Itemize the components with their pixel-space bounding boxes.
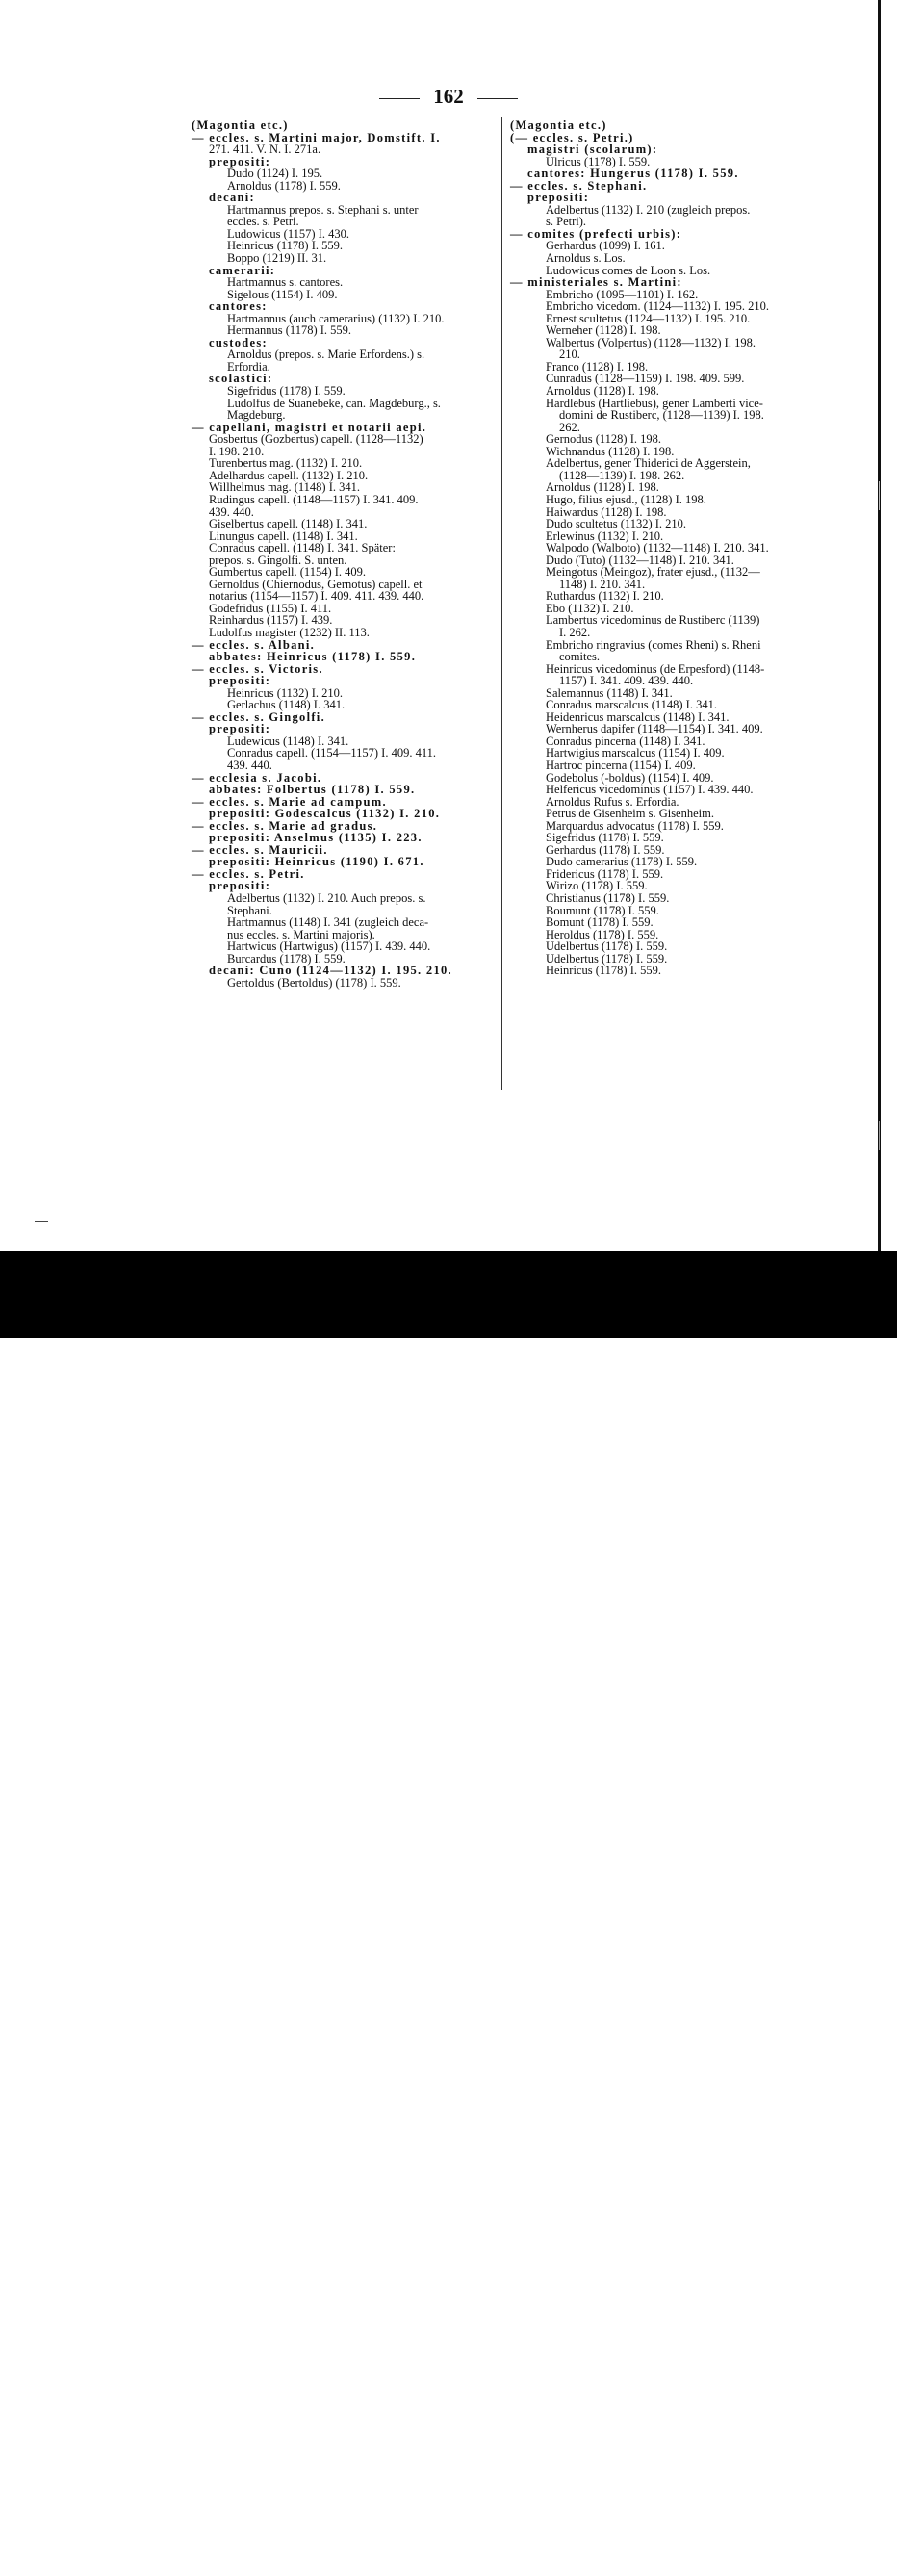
watermark-bar — [0, 1251, 897, 2576]
index-entry-line: Arnoldus Rufus s. Erfordia. — [546, 794, 679, 809]
index-entry-line: domini de Rustiberc, (1128—1139) I. 198. — [559, 408, 764, 423]
index-entry-line: Conradus capell. (1154—1157) I. 409. 411. — [227, 746, 436, 760]
alamy-logo: alamy — [33, 2512, 206, 2574]
index-entry-line: Adelbertus, gener Thiderici de Aggerstein, — [546, 456, 751, 471]
index-entry-line: abbates: Folbertus (1178) I. 559. — [209, 783, 416, 797]
index-entry-line: — eccles. s. Martini major, Domstift. I. — [192, 130, 441, 144]
index-entry-line: Hartmannus (1148) I. 341 (zugleich deca- — [227, 915, 429, 930]
index-entry-line: Salemannus (1148) I. 341. — [546, 685, 673, 700]
index-entry-line: Marquardus advocatus (1178) I. 559. — [546, 818, 724, 833]
index-entry-line: Bomunt (1178) I. 559. — [546, 915, 654, 930]
index-entry-line: Walpodo (Walboto) (1132—1148) I. 210. 341. — [546, 541, 769, 555]
index-entry-line: prepositi: — [527, 191, 590, 205]
index-entry-line: Ludolfus de Suanebeke, can. Magdeburg., s. — [227, 396, 441, 410]
index-entry-line: Sigelous (1154) I. 409. — [227, 287, 338, 301]
header-rule-left — [379, 98, 420, 99]
index-entry-line: Ruthardus (1132) I. 210. — [546, 589, 664, 604]
index-entry-line: — comites (prefecti urbis): — [510, 226, 682, 241]
index-entry-line: Godefridus (1155) I. 411. — [209, 601, 332, 615]
index-entry-line: abbates: Heinricus (1178) I. 559. — [209, 650, 417, 664]
index-entry-line: Embricho ringravius (comes Rheni) s. Rheni — [546, 637, 761, 652]
index-entry-line: Ludolfus magister (1232) II. 113. — [209, 625, 370, 639]
index-entry-line: Turenbertus mag. (1132) I. 210. — [209, 456, 363, 471]
index-entry-line: Cunradus (1128—1159) I. 198. 409. 599. — [546, 372, 745, 386]
index-entry-line: Haiwardus (1128) I. 198. — [546, 504, 667, 519]
index-entry-line: — eccles. s. Gingolfi. — [192, 709, 326, 724]
index-entry-line: Hartmannus prepos. s. Stephani s. unter — [227, 202, 419, 217]
index-entry-line: — capellani, magistri et notarii aepi. — [192, 420, 427, 434]
index-entry-line: prepositi: — [209, 722, 271, 736]
index-entry-line: 1148) I. 210. 341. — [559, 577, 646, 591]
index-entry-line: Gerlachus (1148) I. 341. — [227, 698, 346, 712]
index-entry-line: Burcardus (1178) I. 559. — [227, 951, 346, 966]
index-entry-line: Dudo (1124) I. 195. — [227, 167, 323, 181]
index-entry-line: Hartroc pincerna (1154) I. 409. — [546, 758, 696, 772]
index-entry-line: Arnoldus (1128) I. 198. — [546, 480, 659, 495]
index-entry-line: — eccles. s. Victoris. — [192, 661, 323, 676]
index-entry-line: Meingotus (Meingoz), frater ejusd., (1132— — [546, 565, 760, 580]
index-entry-line: Heidenricus marscalcus (1148) I. 341. — [546, 709, 730, 724]
index-entry-line: Magdeburg. — [227, 408, 286, 423]
page-number-header — [0, 85, 897, 109]
index-entry-line: decani: — [209, 191, 255, 205]
index-entry-line: camerarii: — [209, 263, 276, 277]
index-entry-line: Adelbertus (1132) I. 210 (zugleich prepos. — [546, 202, 751, 217]
index-entry-line: prepositi: Anselmus (1135) I. 223. — [209, 831, 423, 845]
index-entry-line: nus eccles. s. Martini majoris). — [227, 927, 375, 941]
index-entry-line: Erlewinus (1132) I. 210. — [546, 528, 664, 543]
index-entry-line: Gosbertus (Gozbertus) capell. (1128—1132) — [209, 432, 423, 447]
index-entry-line: Walbertus (Volpertus) (1128—1132) I. 198. — [546, 335, 756, 349]
index-entry-line: 271. 411. V. N. I. 271a. — [209, 142, 321, 157]
index-entry-line: Heinricus (1178) I. 559. — [227, 239, 343, 253]
index-entry-line: Hartmannus s. cantores. — [227, 275, 344, 290]
index-entry-line: Wernherus dapifer (1148—1154) I. 341. 409. — [546, 722, 763, 736]
index-entry-line: notarius (1154—1157) I. 409. 411. 439. 440. — [209, 589, 424, 604]
index-entry-line: Ebo (1132) I. 210. — [546, 601, 634, 615]
index-entry-line: Wichnandus (1128) I. 198. — [546, 444, 675, 458]
index-entry-line: 262. — [559, 420, 580, 434]
index-entry-line: I. 198. 210. — [209, 444, 265, 458]
document-page — [0, 0, 897, 1251]
index-entry-line: s. Petri). — [546, 215, 587, 229]
index-entry-line: Godebolus (-boldus) (1154) I. 409. — [546, 770, 714, 785]
index-entry-line: Helfericus vicedominus (1157) I. 439. 440. — [546, 783, 754, 797]
index-entry-line: Heinricus (1132) I. 210. — [227, 685, 343, 700]
index-entry-line: cantores: Hungerus (1178) I. 559. — [527, 167, 739, 181]
index-entry-line: 439. 440. — [209, 504, 254, 519]
index-entry-line: Ludewicus (1148) I. 341. — [227, 734, 349, 748]
index-entry-line: Hardlebus (Hartliebus), gener Lamberti vice- — [546, 396, 763, 410]
index-entry-line: Linungus capell. (1148) I. 341. — [209, 528, 358, 543]
index-entry-line: Embricho vicedom. (1124—1132) I. 195. 210. — [546, 299, 770, 314]
index-entry-line: Conradus capell. (1148) I. 341. Später: — [209, 541, 396, 555]
index-entry-line: prepositi: Heinricus (1190) I. 671. — [209, 855, 424, 869]
index-entry-line: Gernodus (1128) I. 198. — [546, 432, 662, 447]
index-entry-line: Ludowicus comes de Loon s. Los. — [546, 263, 711, 277]
index-entry-line: Dudo scultetus (1132) I. 210. — [546, 517, 687, 531]
index-entry-line: Arnoldus (1178) I. 559. — [227, 178, 341, 193]
index-entry-line: Udelbertus (1178) I. 559. — [546, 951, 668, 966]
index-entry-line: 439. 440. — [227, 758, 272, 772]
index-entry-line: Sigefridus (1178) I. 559. — [546, 831, 664, 845]
index-entry-line: I. 262. — [559, 625, 591, 639]
index-entry-line: Gumbertus capell. (1154) I. 409. — [209, 565, 367, 580]
index-entry-line: Franco (1128) I. 198. — [546, 359, 649, 374]
index-entry-line: eccles. s. Petri. — [227, 215, 299, 229]
index-entry-line: Gerhardus (1099) I. 161. — [546, 239, 665, 253]
page-number: 162 — [433, 85, 464, 108]
index-entry-line: — eccles. s. Petri. — [192, 866, 305, 881]
index-entry-line: Stephani. — [227, 903, 272, 917]
index-entry-line: Hermannus (1178) I. 559. — [227, 323, 352, 338]
index-entry-line: (1128—1139) I. 198. 262. — [559, 468, 685, 482]
column-divider — [501, 117, 502, 1090]
index-entry-line: Heinricus vicedominus (de Erpesford) (1148- — [546, 661, 765, 676]
index-entry-line: cantores: — [209, 299, 268, 314]
index-entry-line: prepositi: — [209, 674, 271, 688]
index-entry-line: Heroldus (1178) I. 559. — [546, 927, 659, 941]
index-entry-line: Rudingus capell. (1148—1157) I. 341. 409. — [209, 492, 419, 506]
index-entry-line: 210. — [559, 348, 580, 362]
header-rule-right — [477, 98, 518, 99]
index-entry-line: (— eccles. s. Petri.) — [510, 130, 634, 144]
index-entry-line: — eccles. s. Marie ad gradus. — [192, 818, 378, 833]
index-entry-line: Gernoldus (Chiernodus, Gernotus) capell. et — [209, 577, 423, 591]
index-entry-line: Arnoldus (1128) I. 198. — [546, 384, 659, 399]
index-entry-line: Dudo camerarius (1178) I. 559. — [546, 855, 698, 869]
index-entry-line: — eccles. s. Stephani. — [510, 178, 648, 193]
index-entry-line: prepositi: — [209, 154, 271, 168]
index-entry-line: 1157) I. 341. 409. 439. 440. — [559, 674, 694, 688]
index-entry-line: Werneher (1128) I. 198. — [546, 323, 661, 338]
scan-edge-mark — [879, 481, 880, 510]
index-entry-line: Dudo (Tuto) (1132—1148) I. 210. 341. — [546, 553, 734, 567]
index-entry-line: Fridericus (1178) I. 559. — [546, 866, 664, 881]
index-entry-line: prepos. s. Gingolfi. S. unten. — [209, 553, 347, 567]
left-column — [192, 119, 498, 989]
index-entry-line: — eccles. s. Albani. — [192, 637, 316, 652]
index-entry-line: Ludowicus (1157) I. 430. — [227, 226, 349, 241]
index-entry-line: decani: Cuno (1124—1132) I. 195. 210. — [209, 964, 452, 978]
index-entry-line: Reinhardus (1157) I. 439. — [209, 613, 333, 628]
index-entry-line: (Magontia etc.) — [192, 118, 289, 132]
index-entry-line: Ulricus (1178) I. 559. — [546, 154, 651, 168]
index-entry-line: Gertoldus (Bertoldus) (1178) I. 559. — [227, 975, 401, 990]
index-entry-line: Lambertus vicedominus de Rustiberc (1139) — [546, 613, 760, 628]
index-entry-line: — eccles. s. Marie ad campum. — [192, 794, 387, 809]
index-entry-line: Gerhardus (1178) I. 559. — [546, 842, 665, 857]
image-id-text: Image ID: W6AR7E — [587, 2522, 769, 2545]
index-entry-line: Adelbertus (1132) I. 210. Auch prepos. s. — [227, 891, 426, 905]
index-entry-line: Christianus (1178) I. 559. — [546, 891, 670, 905]
index-entry-line: Willhelmus mag. (1148) I. 341. — [209, 480, 360, 495]
index-entry-line: — ministeriales s. Martini: — [510, 275, 682, 290]
index-entry-line: — ecclesia s. Jacobi. — [192, 770, 322, 785]
index-entry-line: Hugo, filius ejusd., (1128) I. 198. — [546, 492, 706, 506]
index-entry-line: Ernest scultetus (1124—1132) I. 195. 210. — [546, 311, 751, 325]
margin-dash — [35, 1221, 48, 1222]
index-entry-line: Petrus de Gisenheim s. Gisenheim. — [546, 807, 714, 821]
index-entry-line: custodes: — [209, 335, 269, 349]
index-entry-line: Giselbertus capell. (1148) I. 341. — [209, 517, 368, 531]
index-entry-line: Hartmannus (auch camerarius) (1132) I. 210. — [227, 311, 445, 325]
site-url: www.alamy.com — [587, 2553, 743, 2576]
scan-edge-line — [878, 0, 881, 1251]
index-entry-line: Conradus pincerna (1148) I. 341. — [546, 734, 705, 748]
index-entry-line: (Magontia etc.) — [510, 118, 607, 132]
index-entry-line: comites. — [559, 650, 601, 664]
index-entry-line: scolastici: — [209, 372, 273, 386]
index-entry-line: Boumunt (1178) I. 559. — [546, 903, 659, 917]
right-column — [510, 119, 828, 977]
scan-edge-mark — [879, 1121, 880, 1150]
index-entry-line: Hartwigius marscalcus (1154) I. 409. — [546, 746, 725, 760]
index-entry-line: Wirizo (1178) I. 559. — [546, 879, 648, 893]
index-entry-line: Adelhardus capell. (1132) I. 210. — [209, 468, 369, 482]
index-entry-line: Hartwicus (Hartwigus) (1157) I. 439. 440. — [227, 940, 431, 954]
index-entry-line: Udelbertus (1178) I. 559. — [546, 940, 668, 954]
index-entry-line: Arnoldus s. Los. — [546, 251, 626, 266]
index-entry-line: Heinricus (1178) I. 559. — [546, 964, 661, 978]
index-entry-line: Arnoldus (prepos. s. Marie Erfordens.) s. — [227, 348, 425, 362]
index-entry-line: Boppo (1219) II. 31. — [227, 251, 327, 266]
index-entry-line: prepositi: — [209, 879, 271, 893]
index-entry-line: — eccles. s. Mauricii. — [192, 842, 328, 857]
index-entry-line: Conradus marscalcus (1148) I. 341. — [546, 698, 717, 712]
index-entry-line: Embricho (1095—1101) I. 162. — [546, 287, 699, 301]
index-entry-line: magistri (scolarum): — [527, 142, 658, 157]
index-entry-line: prepositi: Godescalcus (1132) I. 210. — [209, 807, 441, 821]
index-entry-line: Sigefridus (1178) I. 559. — [227, 384, 346, 399]
index-entry-line: Erfordia. — [227, 359, 270, 374]
